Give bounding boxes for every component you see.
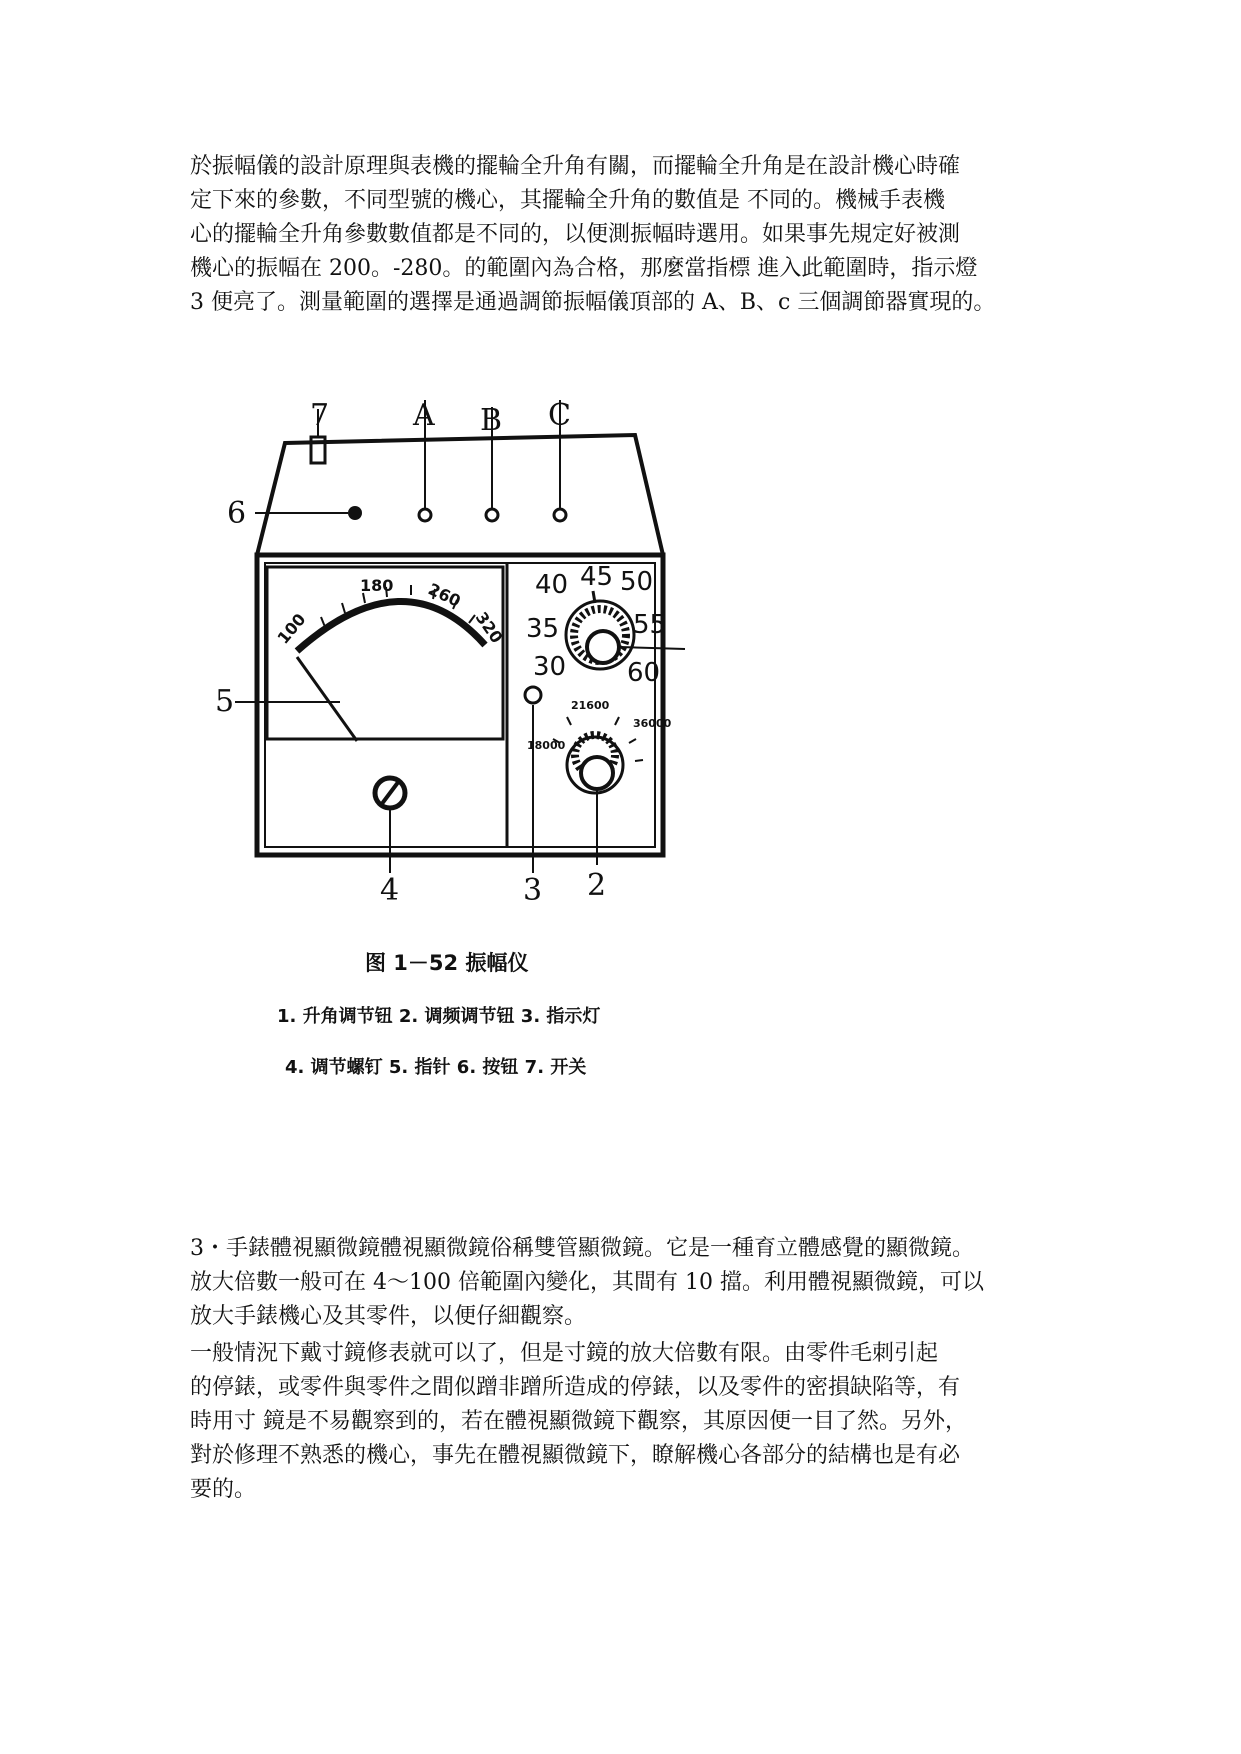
dial-55: 55: [633, 610, 667, 640]
scale-label-320: 320: [471, 608, 507, 647]
text-line: 心的擺輪全升角參數數值都是不同的，以便測振幅時選用。如果事先規定好被測: [190, 222, 961, 247]
label-7: 7: [310, 398, 330, 433]
dial-60: 60: [627, 658, 661, 688]
text-line: 機心的振幅在 200。-280。的範圍內為合格，那麼當指標 進入此範圍時，指示燈: [190, 256, 978, 281]
figure-title: 图 1－52 振幅仪: [365, 951, 529, 975]
figure-legend-line1: 1. 升角调节钮 2. 调频调节钮 3. 指示灯: [277, 1006, 601, 1027]
text-line: 對於修理不熟悉的機心，事先在體視顯微鏡下，瞭解機心各部分的結構也是有必: [190, 1443, 961, 1468]
dial-35: 35: [526, 614, 560, 644]
housing-top: [257, 435, 663, 555]
freq-21600: 21600: [571, 699, 610, 712]
regulator-b: [486, 509, 498, 521]
frequency-knob: [553, 717, 643, 865]
angle-knob: [566, 591, 685, 669]
paragraph-stereo-microscope: [190, 1232, 1070, 1334]
label-2: 2: [587, 868, 607, 903]
regulator-a: [419, 509, 431, 521]
freq-18000: 18000: [527, 739, 566, 752]
text-line: 一般情況下戴寸鏡修表就可以了，但是寸鏡的放大倍數有限。由零件毛刺引起: [190, 1341, 939, 1366]
indicator-lamp: [525, 687, 541, 703]
paragraph-amplitude-meter: [190, 150, 1070, 320]
dial-30: 30: [533, 652, 567, 682]
push-button: [348, 506, 362, 520]
label-6: 6: [227, 496, 247, 531]
dial-45: 45: [580, 562, 614, 592]
figure-amplitude-meter: [215, 395, 835, 1165]
text-line: 3・手錶體視顯微鏡體視顯微鏡俗稱雙管顯微鏡。它是一種育立體感覺的顯微鏡。: [190, 1236, 974, 1261]
label-b: B: [480, 403, 503, 438]
text-line: 放大倍數一般可在 4～100 倍範圍內變化，其間有 10 擋。利用體視顯微鏡，可以: [190, 1270, 984, 1295]
figure-legend-line2: 4. 调节螺钉 5. 指针 6. 按钮 7. 开关: [285, 1057, 587, 1078]
dial-40: 40: [535, 570, 569, 600]
scale-label-260: 260: [425, 579, 464, 611]
dial-50: 50: [620, 567, 654, 597]
label-5: 5: [215, 684, 235, 719]
text-line: 放大手錶機心及其零件，以便仔細觀察。: [190, 1304, 587, 1329]
meter-needle: [297, 657, 357, 741]
scale-label-180: 180: [360, 576, 394, 595]
amplitude-meter-diagram: [215, 395, 835, 1165]
paragraph-loupe-vs-microscope: [190, 1337, 1070, 1507]
label-3: 3: [523, 873, 543, 908]
text-line: 時用寸 鏡是不易觀察到的，若在體視顯微鏡下觀察，其原因便一目了然。另外，: [190, 1409, 967, 1434]
regulator-c: [554, 509, 566, 521]
scale-label-100: 100: [273, 609, 310, 648]
label-c: C: [548, 398, 571, 433]
label-4: 4: [380, 873, 400, 908]
text-line: 3 便亮了。測量範圍的選擇是通過調節振幅儀頂部的 A、B、c 三個調節器實現的。: [190, 290, 996, 315]
text-line: 的停錶，或零件與零件之間似蹭非蹭所造成的停錶，以及零件的密損缺陷等，有: [190, 1375, 961, 1400]
adjust-screw: [375, 778, 405, 873]
text-line: 於振幅儀的設計原理與表機的擺輪全升角有關，而擺輪全升角是在設計機心時確: [190, 154, 961, 179]
label-a: A: [413, 398, 435, 433]
text-line: 定下來的參數，不同型號的機心，其擺輪全升角的數值是 不同的。機械手表機: [190, 188, 945, 213]
text-line: 要的。: [190, 1477, 257, 1502]
freq-36000: 36000: [633, 717, 672, 730]
